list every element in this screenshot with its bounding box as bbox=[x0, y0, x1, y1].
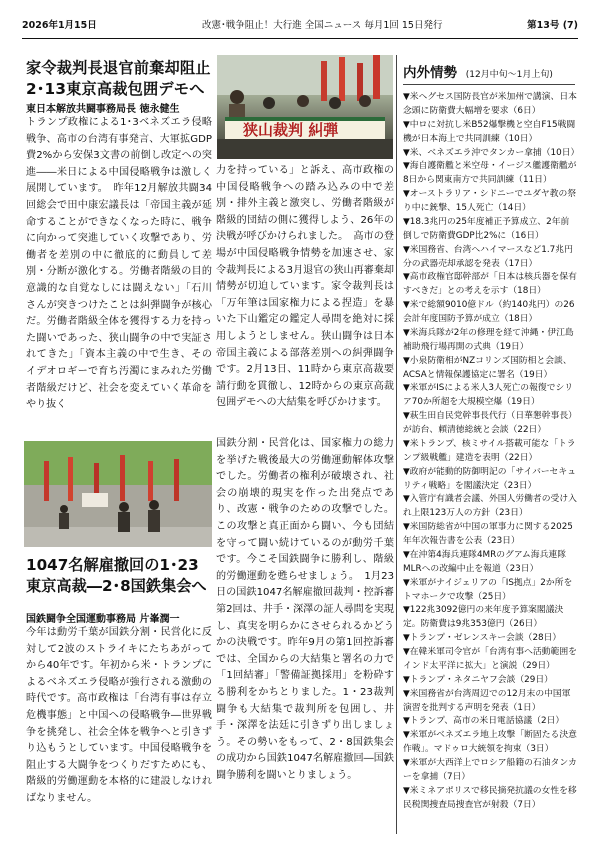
digest-item: ▼トランプ・ゼレンスキー会談（28日） bbox=[403, 633, 562, 644]
digest-item: ▼米ヘグセス国防長官が米加州で講演、日本念頭に防衛費大幅増を要求（6日） bbox=[403, 92, 577, 116]
digest-item: ▼米軍がISによる米人3人死亡の報復でシリア70か所超を大規模空爆（19日） bbox=[403, 383, 574, 408]
digest-item: ▼米国務省が台湾周辺での12月末の中国軍演習を批判する声明を発表（1日） bbox=[403, 688, 571, 713]
digest-item: ▼米軍が大西洋上でロシア船籍の石油タンカーを拿捕（7日） bbox=[403, 758, 577, 782]
sidebar-title: 内外情勢 bbox=[403, 65, 457, 81]
digest-item: ▼トランプ・ネタニヤフ会談（29日） bbox=[403, 674, 553, 685]
protest-photo-illustration bbox=[217, 55, 393, 159]
digest-item: ▼米国務省、台湾へハイマースなど1.7兆円分の武器売却承認を発表（17日） bbox=[403, 244, 573, 269]
digest-item: ▼米国防総省が中国の軍事力に関する2025年年次報告書を公表（23日） bbox=[403, 522, 573, 546]
article2-headline bbox=[26, 555, 216, 597]
article1-body-b: 力を持っている」と訴え、高市政権の中国侵略戦争への踏み込みの中で差別・排外主義と激突し、労働者階級が階級的団結の側に獲得しよう、26年の決戦が呼びかけられました。 高市の登場が中国侵略戦争情勢を加速させ、家令裁判長による3月退官の狭山再審棄却情勢が切迫しています。家令裁判長は「万年筆は国家権力による捏造」を暴いた下山鑑定の鑑定人尋問を絶対に採用しようとしません。狭山闘争は日本帝国主義による部落差別への糾弾闘争です。2月13日、11時から東京高裁要請行動を貫徹し、12時からの東京高裁包囲デモへの大結集を呼びかけます。 bbox=[216, 165, 395, 409]
digest-item: ▼高市政権官邸幹部が「日本は核兵器を保有すべきだ」との考えを示す（18日） bbox=[403, 272, 577, 297]
article2-body-a: 今年は動労千葉が国鉄分割・民営化に反対して2波のストライキにたちあがってから40年です。年初から米・トランプによるベネズエラ侵略が強行される激動の時代です。高市政権は「台湾有事は存立危機事態」と中国への侵略戦争―世界戦争を挑発し、社会全体を戦争へと引きずり込もうとしています。中国侵略戦争を阻止する大闘争をつくりだすためにも、階級的労働運動を本格的に建設しなければなりません。 bbox=[26, 627, 212, 804]
issue-date: 2026年1月15日 bbox=[22, 20, 97, 31]
digest-item: ▼米軍がベネズエラ地上攻撃「断固たる決意作戦」。マドゥロ大統領を拘束（3日） bbox=[403, 730, 577, 755]
article2-byline: 国鉄闘争全国運動事務局 片峯潤一 bbox=[26, 614, 180, 625]
digest-item: ▼米、ベネズエラ沖でタンカー拿捕（10日） bbox=[403, 147, 580, 158]
digest-item: ▼海自護衛艦と米空母・イージス艦護衛艦が8日から関東南方で共同訓練（11日） bbox=[403, 161, 577, 186]
digest-list bbox=[403, 91, 580, 813]
article1-byline: 東日本解放共闘事務局長 徳永健生 bbox=[26, 104, 180, 115]
protest-photo-banner bbox=[217, 55, 393, 159]
article2-column-b bbox=[216, 436, 394, 784]
article1-body-a: トランプ政権による1･3ベネズエラ侵略戦争、高市の台湾有事発言、大軍拡GDP費2%から安保3文書の前倒し改定への突進――米日による中国侵略戦争は激しく展開しています。 昨年12月解放共闘34回総会で田中康宏議長は「帝国主義が延命することができなくなった時に、戦争に向かって突進していく攻撃であり、労働者を差別の中に徹底的に動員して差別・分断が激化する。労働者階級の目的意識的な自覚なしには闘えない」「石川さんが突きつけたことは糾弾闘争が核心だ。労働者階級全体を獲得する力を持った闘いであった、狭山闘争の中で実証されてきた」「資本主義の中で生き、そのイデオロギーで育ち汚濁にまみれた労働者階級だけど、社会を変えていく革命をやり抜く bbox=[26, 117, 212, 411]
digest-item: ▼米で総額9010億ドル（約140兆円）の26会計年度国防予算が成立（18日） bbox=[403, 300, 575, 324]
issue-number: 第13号 (7) bbox=[527, 20, 578, 31]
digest-item: ▼米海兵隊が2年の修理を経て沖縄・伊江島補助飛行場再開の式典（19日） bbox=[403, 327, 574, 352]
digest-item: ▼122兆3092億円の来年度予算案閣議決定。防衛費は9兆353億円（26日） bbox=[403, 605, 564, 630]
demonstration-march-photo bbox=[24, 441, 212, 547]
digest-item: ▼オーストラリア・シドニーでユダヤ教の祭り中に銃撃、15人死亡（14日） bbox=[403, 189, 577, 213]
digest-item: ▼小泉防衛相がNZコリンズ国防相と会談、ACSAと情報保護協定に署名（19日） bbox=[403, 355, 572, 380]
svg-text:狭山裁判 糾弾: 狭山裁判 糾弾 bbox=[243, 121, 339, 139]
article2-headline-line2: 東京高裁―2･8国鉄集会へ bbox=[26, 577, 207, 595]
sidebar-heading bbox=[403, 61, 575, 85]
digest-item: ▼米軍がナイジェリアの「IS拠点」2か所をトマホークで攻撃（25日） bbox=[403, 577, 573, 602]
digest-item: ▼米ミネアポリスで移民摘発抗議の女性を移民税関捜査局捜査官が射殺（7日） bbox=[403, 785, 577, 810]
digest-item: ▼中ロに対抗し米B52爆撃機と空自F15戦闘機が日本海上で共同訓練（10日） bbox=[403, 119, 576, 144]
article1-column-a bbox=[26, 100, 212, 414]
article1-headline bbox=[26, 58, 216, 100]
masthead: 改憲･戦争阻止！大行進 全国ニュース 毎月1回 15日発行 bbox=[202, 20, 443, 31]
news-digest-sidebar bbox=[396, 55, 580, 834]
article1-headline-line1: 家令裁判長退官前棄却阻止 bbox=[26, 59, 211, 77]
digest-item: ▼米トランプ、核ミサイル搭載可能な「トランプ級戦艦」建造を表明（22日） bbox=[403, 438, 576, 463]
article1-headline-line2: 2･13東京高裁包囲デモへ bbox=[26, 80, 205, 98]
article2-column-a bbox=[26, 610, 212, 808]
digest-item: ▼在韓米軍司令官が「台湾有事へ活動範囲をインド太平洋に拡大」と演説（29日） bbox=[403, 647, 577, 671]
sidebar-period: (12月中旬～1月上旬) bbox=[465, 70, 553, 80]
article1-column-b bbox=[216, 163, 394, 412]
digest-item: ▼政府が能動的防御明記の「サイバーセキュリティ戦略」を閣議決定（23日） bbox=[403, 466, 576, 491]
article2-body-b: 国鉄分割・民営化は、国家権力の総力を挙げた戦後最大の労働運動解体攻撃でした。労働者の権利が破壊され、社会の崩壊的現実を作った出発点であり、改憲・戦争のための攻撃でした。この攻撃と真正面から闘い、今も団結を守って闘い続けているのが動労千葉です。今こそ国鉄闘争に勝利し、階級的労働運動を甦らせましょう。 1月23日の国鉄1047名解雇撤回裁判・控訴審第2回は、井手・深澤の証人尋問を実現し、真実を明らかにさせられるかどうかの決戦です。昨年9月の第1回控訴審では、全国からの大結集と署名の力で「1回結審」「警備証拠採用」を粉砕する勝利をかちとりました。1・23裁判闘争も大結集で裁判所を包囲し、井手・深澤を法廷に引きずり出しましょう。その勢いをもって、2・8国鉄集会の成功から国鉄1047名解雇撤回―国鉄闘争勝利を闘いとりましょう。 bbox=[216, 438, 395, 781]
page-header bbox=[22, 13, 578, 39]
article2-headline-line1: 1047名解雇撤回の1･23 bbox=[26, 556, 199, 574]
march-photo-illustration bbox=[24, 441, 212, 547]
digest-item: ▼18.3兆円の25年度補正予算成立、2年前倒しで防衛費GDP比2%に（16日） bbox=[403, 216, 570, 241]
digest-item: ▼在沖第4海兵連隊4MRのグアム海兵連隊MLRへの改編中止を報道（23日） bbox=[403, 549, 566, 574]
digest-item: ▼萩生田自民党幹事長代行（日華懇幹事長）が訪台、頼清徳総統と会談（22日） bbox=[403, 411, 577, 435]
digest-item: ▼トランプ、高市の米日電話協議（2日） bbox=[403, 716, 565, 727]
digest-item: ▼入管庁有識者会議、外国人労働者の受け入れ上限123万人の方針（23日） bbox=[403, 494, 577, 519]
